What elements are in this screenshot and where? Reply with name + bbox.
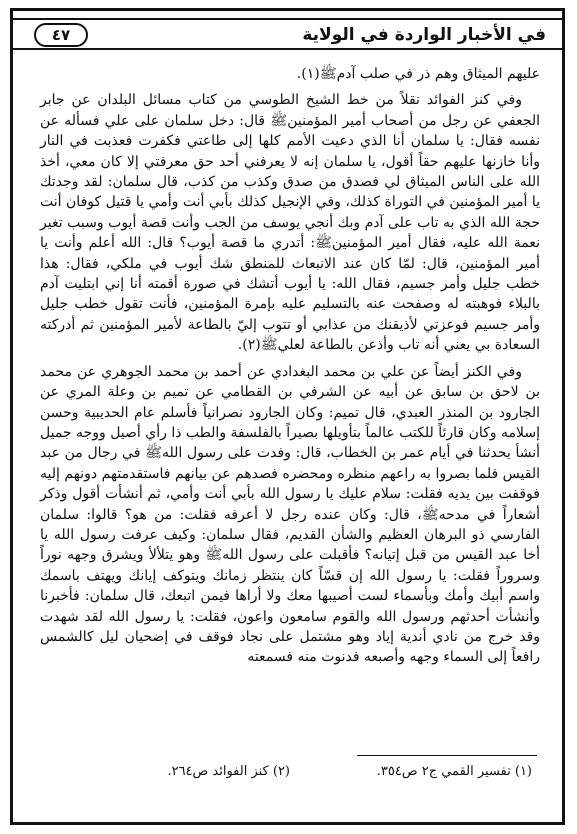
paragraph: عليهم الميثاق وهم ذر في صلب آدمﷺ(١). [296,66,540,82]
paragraph: وفي الكنز أيضاً عن علي بن محمد البغدادي عن أحمد بن محمد الجوهري عن محمد بن لاحق بن سابق عن أبيه عن الشرفي بن القطامي عن تميم بن وعلة المري عن الجارود بن المنذر العبدي، قال تميم: وكان الجارود نصرانياً فأسلم عام الحديبية وحسن إسلامه وكان قارئاً للكتب عالماً بتأويلها بصيراً بالفلسفة والطب ذا رأي أصيل ووجه جميل أنشأ يحدثنا في أيام عمر بن الخطاب، قال: وفدت على رسول اللهﷺ في رجال من عبد القيس فلما بصروا به راعهم منظره ومحضره فصدهم عن بيانهم فاستقدمتهم دونهم إليه فوقفت بين يديه فقلت: سلام عليك يا رسول الله بأبي أنت وأمي، ثم أنشأت أقول وذكر أشعاراً في مدحهﷺ، قال: وكان عنده رجل لا أعرفه فقلت: من هو؟ قالوا: سلمان الفارسي ذو البرهان العظيم والشأن القديم، فقال سلمان: وكيف عرفت رسول الله يا أخا عبد القيس من قبل إتيانه؟ فأقبلت على رسول اللهﷺ وهو يتلألأ ويشرق وجهه نوراً وسروراً فقلت: يا رسول الله إن قسّاً كان ينتظر زمانك ويتوكف إيانك ويهتف باسمك واسم أبيك وأمك وبأسماء لست أصيبها معك ولا أراها فيمن اتبعك، قال سلمان: فأخبرنا وأنشأت أحدثهم ورسول الله والقوم سامعون واعون، فقلت: يا رسول الله لقد شهدت وقد خرج من نادي أندية إياد وهو مشتمل على نجاد فوقف في إضحيان ليل كالشمس رافعاً إلى السماء وجهه وأصبعه فدنوت منه فسمعته [40,363,540,666]
running-title: في الأخبار الواردة في الولاية [302,25,546,45]
footnote-divider [357,755,537,756]
footnote: (٢) كنز الفوائد ص٢٦٤. [167,764,290,779]
page-header [12,18,562,50]
footnote: (١) تفسير القمي ج٢ ص٣٥٤. [376,764,532,779]
main-text [40,64,540,668]
footnotes [40,762,540,784]
page-number: ٤٧ [34,23,88,47]
paragraph: وفي كنز الفوائد نقلاً من خط الشيخ الطوسي من كتاب مسائل البلدان عن جابر الجعفي عن رجل من أصحاب أمير المؤمنينﷺ قال: دخل سلمان على علي فسأله عن نفسه فقال: يا سلمان أنا الذي دعيت الأمم كلها إلى طاعتي فكفرت فعذبت في النار وأنا خازنها عليهم حقاً أقول، يا سلمان إنه لا يعرفني أحد حق معرفتي إلا كان معي، أخذ الله على الناس الميثاق لي فصدق من صدق وكذب من كذب، قال سلمان: لقد وجدتك يا أمير المؤمنين في التوراة كذلك، وفي الإنجيل كذلك بأبي أنت وأمي يا قتيل كوفان أنت حجة الله الذي به تاب على آدم وبك أنجي يوسف من الجب وأنت قصة أيوب وسبب تغير نعمة الله عليه، فقال أمير المؤمنينﷺ: أتدري ما قصة أيوب؟ قال: الله أعلم وأنت يا أمير المؤمنين، قال: لمّا كان عند الانبعاث للمنطق شك أيوب في ملكي، فقال: هذا خطب جليل وأمر جسيم، فقال الله: يا أيوب أتشك في صورة أقمته أنا إني ابتليت آدم بالبلاء فوهبته له وصفحت عنه بالتسليم عليه بإمرة المؤمنين، فأنت تقول خطب جليل وأمر جسيم فوعزتي لأذيقنك من عذابي أو تتوب إليّ بالطاعة لأمير المؤمنين ثم أدركته السعادة بي يعني أنه تاب وأذعن بالطاعة لعليﷺ(٢). [40,92,540,354]
